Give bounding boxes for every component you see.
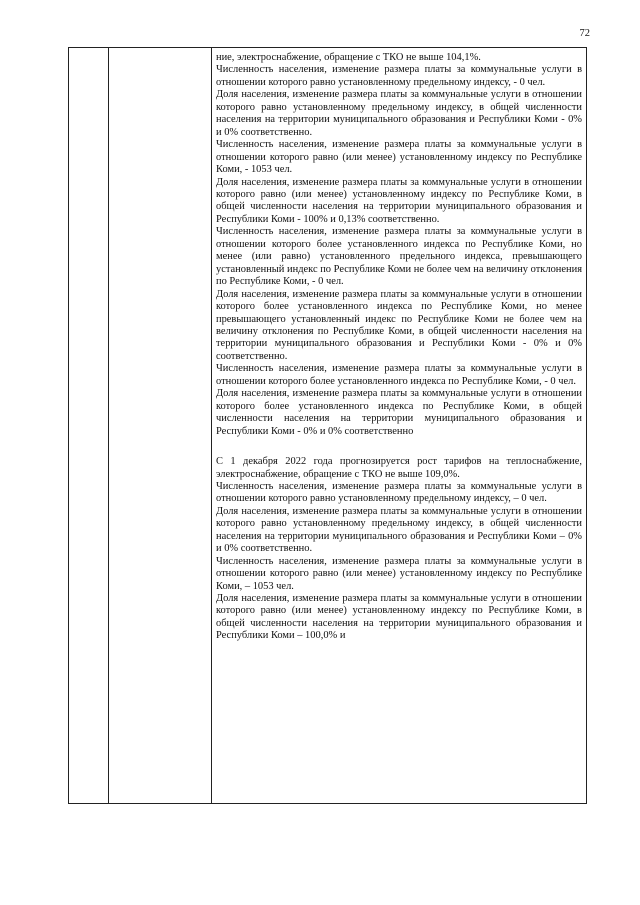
paragraph: Доля населения, изменение размера платы за коммунальные услуги в отношении которого равно установленному предельному индексу, в общей численности населения на территории муниципального образования и Республики Коми - 0% и 0% соответственно. — [216, 89, 582, 138]
paragraph: Численность населения, изменение размера платы за коммунальные услуги в отношении которого равно (или менее) установленному индексу по Республике Коми, – 1053 чел. — [216, 555, 582, 592]
section-gap — [216, 438, 582, 456]
paragraph: Доля населения, изменение размера платы за коммунальные услуги в отношении которого равно установленному предельному индексу, в общей численности населения на территории муниципального образования и Республики Коми – 0% и 0% соответственно. — [216, 505, 582, 555]
column-divider-1 — [108, 48, 109, 803]
paragraph: Доля населения, изменение размера платы за коммунальные услуги в отношении которого более установленного индекса по Республике Коми, но менее превышающего установленный индекс по Республике Коми не более чем на величину отклонения по Республике Коми, в общей численности населения на территории муниципального образования и Республики Коми - 0% и 0% соответственно. — [216, 288, 582, 362]
paragraph: Доля населения, изменение размера платы за коммунальные услуги в отношении которого более установленного индекса по Республике Коми, в общей численности населения на территории муниципального образования и Республики Коми - 0% и 0% соответственно — [216, 388, 582, 437]
paragraph: Численность населения, изменение размера платы за коммунальные услуги в отношении которого более установленного индекса по Республике Коми, - 0 чел. — [216, 363, 582, 387]
paragraph: С 1 декабря 2022 года прогнозируется рост тарифов на теплоснабжение, электроснабжение, обращение с ТКО не выше 109,0%. — [216, 456, 582, 480]
table-cell-text — [216, 52, 582, 643]
column-divider-2 — [211, 48, 212, 803]
paragraph: Численность населения, изменение размера платы за коммунальные услуги в отношении которого равно установленному предельному индексу, - 0 чел. — [216, 64, 582, 88]
page-number: 72 — [579, 28, 590, 39]
paragraph: Численность населения, изменение размера платы за коммунальные услуги в отношении которого равно установленному предельному индексу, – 0 чел. — [216, 480, 582, 505]
paragraph: Численность населения, изменение размера платы за коммунальные услуги в отношении которого равно (или менее) установленному индексу по Республике Коми, - 1053 чел. — [216, 139, 582, 176]
paragraph: Доля населения, изменение размера платы за коммунальные услуги в отношении которого равно (или менее) установленному индексу по Республике Коми, в общей численности населения на территории муниципального образования и Республики Коми - 100% и 0,13% соответственно. — [216, 176, 582, 225]
paragraph: Численность населения, изменение размера платы за коммунальные услуги в отношении которого более установленного индекса по Республике Коми, но менее (или равно) установленного предельного индекса, превышающего установленный индекс по Республике Коми не более чем на величину отклонения по Республике Коми, - 0 чел. — [216, 226, 582, 288]
paragraph: Доля населения, изменение размера платы за коммунальные услуги в отношении которого равно (или менее) установленному индексу по Республике Коми, в общей численности населения на территории муниципального образования и Республики Коми – 100,0% и — [216, 593, 582, 642]
paragraph: ние, электроснабжение, обращение с ТКО не выше 104,1%. — [216, 52, 481, 63]
